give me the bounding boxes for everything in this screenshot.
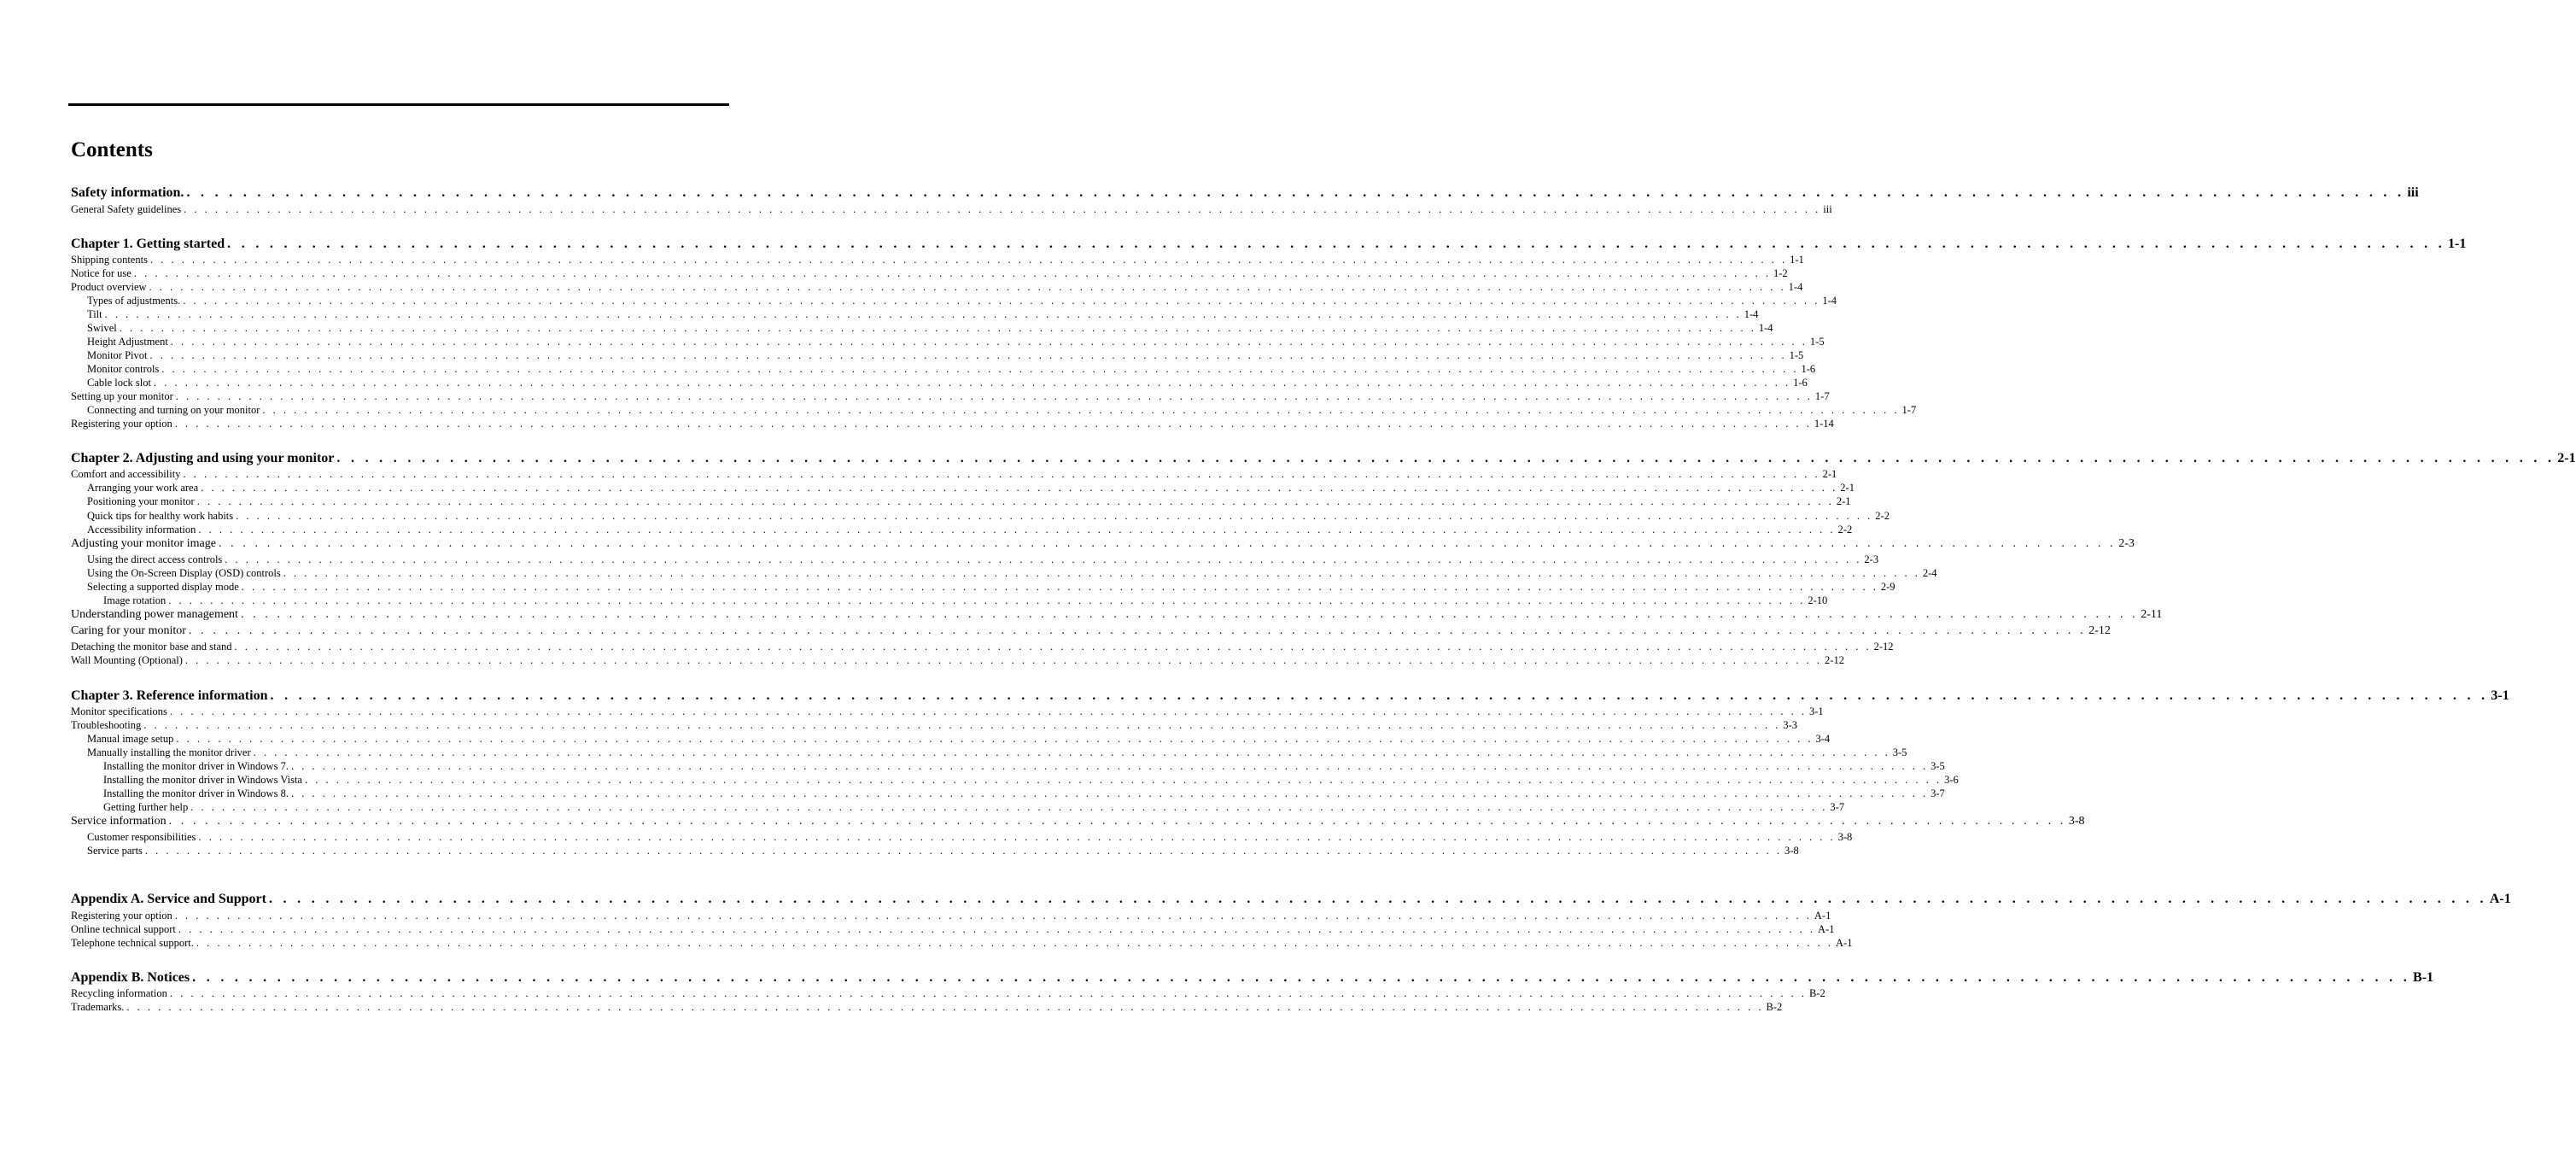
dot-leader: . . . . . . . . . . . . . . . . . . . . . . . . . . . . . . . . . . . . . . . . . . . . . . . . . . . . . . . . . . . . . . . . . . . . . . . . . . . . . . . . . . . . . . . . . . . . . . . . . . . . . . . . . . . . . . . . . . . . . . . . . . . . . . . . . . . . . . . . . . . . . . . . . . . . . . . . . . . . . [161,363,1799,375]
toc-entry-label: Setting up your monitor [71,390,173,402]
toc-entry-wall-mounting[interactable] [71,653,1844,667]
toc-entry-trademarks[interactable] [71,1000,1783,1014]
toc-entry-page: 3-8 [1837,831,1853,843]
toc-entry-label: Troubleshooting [71,719,142,731]
dot-leader: . . . . . . . . . . . . . . . . . . . . . . . . . . . . . . . . . . . . . . . . . . . . . . . . . . . . . . . . . . . . . . . . . . . . . . . . . . . . . . . . . . . . . . . . . . . . . . . . . . . . . . . . . . . . . . . . . . . . . . . . . . . . . . . . . . . . . . . . . . . . . . . . . . . . . . . . . . . . . [283,567,1920,579]
toc-entry-connecting-and-turning-on[interactable] [87,403,1917,417]
dot-leader: . . . . . . . . . . . . . . . . . . . . . . . . . . . . . . . . . . . . . . . . . . . . . . . . . . . . . . . . . . . . . . . . . . . . . . . . . . . . . . . . . . . . . . . . . . . . . . . . . . . . . . . . . . . . . . . . . . . . . . . . . . . . . . . . . . . . . . . . . . . . . . . . . . . . . . . . . . . . . [174,418,1812,430]
toc-entry-label: Monitor specifications [71,705,167,717]
toc-entry-page: 2-9 [1880,581,1895,593]
toc-entry-page: A-1 [1814,910,1831,922]
dot-leader: . . . . . . . . . . . . . . . . . . . . . . . . . . . . . . . . . . . . . . . . . . . . . . . . . . . . . . . . . . . . . . . . . . . . . . . . . . . . . . . . . . . . . . . . . . . . . . . . . . . . . . . . . . . . . . . . . . . . . . . . . . . . . . . . . . . . . . . . . . . . . . . . . . . . . . . . . . . . . [144,845,1783,857]
dot-leader: . . . . . . . . . . . . . . . . . . . . . . . . . . . . . . . . . . . . . . . . . . . . . . . . . . . . . . . . . . . . . . . . . . . . . . . . . . . . . . . . . . . . . . . . . . . . . . . . . . . . . . . . . . . . . . . . . . . . . . . . . . . . . . . . . . . . . . . . . . . . . . . . . . . . . . . . . . . . . [184,203,1821,215]
dot-leader: . . . . . . . . . . . . . . . . . . . . . . . . . . . . . . . . . . . . . . . . . . . . . . . . . . . . . . . . . . . . . . . . . . . . . . . . . . . . . . . . . . . . . . . . . . . . . . . . . . . . . . . . . . . . . . . . . . . . . . . . . . . . . . . . . . . . . . . . . . . . . . . . . . . . . . . . . . . . . [201,482,1838,494]
toc-entry-label: Product overview [71,281,147,293]
toc-entry-notice-for-use[interactable] [71,266,1788,280]
toc-entry-label: Getting further help [103,801,189,813]
toc-entry-customer-responsibilities[interactable] [87,830,1853,844]
dot-leader: . . . . . . . . . . . . . . . . . . . . . . . . . . . . . . . . . . . . . . . . . . . . . . . . . . . . . . . . . . . . . . . . . . . . . . . . . . . . . . . . . . . . . . . . . . . . . . . . . . . . . . . . . . . . . . . . . . . . . . . . . . . . . . . . . . . . . . . . . . . . . . . . . . . . . . . . . . . . . [169,987,1807,999]
toc-entry-label: Monitor Pivot [87,349,148,361]
dot-leader: . . . . . . . . . . . . . . . . . . . . . . . . . . . . . . . . . . . . . . . . . . . . . . . . . . . . . . . . . . . . . . . . . . . . . . . . . . . . . . . . . . . . . . . . . . . . . . . . . . . . . . . . . . . . . . . . . . . . . . . . . . . . . . . . . . . . . . . . . . . . . . . . . . . . . . . . . . . . . [104,308,1742,320]
toc-entry-label: Image rotation [103,594,166,606]
dot-leader: . . . . . . . . . . . . . . . . . . . . . . . . . . . . . . . . . . . . . . . . . . . . . . . . . . . . . . . . . . . . . . . . . . . . . . . . . . . . . . . . . . . . . . . . . . . . . . . . . . . . . . . . . . . . . . . . . . . . . . . . . . . . . . . . . . . . . . . . . . . . . . . . . . . . . . . . . . . . . [241,581,1878,593]
toc-entry-label: Appendix A. Service and Support [71,892,266,906]
dot-leader: . . . . . . . . . . . . . . . . . . . . . . . . . . . . . . . . . . . . . . . . . . . . . . . . . . . . . . . . . . . . . . . . . . . . . . . . . . . . . . . . . . . . . . . . . . . . . . . . . . . . . . . . . . . . . . . . . . . . . . . . . . . . . . . . . . . . . . . . . . . . . . . . . . . . . . . . . . . . . [174,910,1812,922]
toc-entry-types-of-adjustments[interactable] [87,294,1837,307]
dot-leader: . . . . . . . . . . . . . . . . . . . . . . . . . . . . . . . . . . . . . . . . . . . . . . . . . . . . . . . . . . . . . . . . . . . . . . . . . . . . . . . . . . . . . . . . . . . . . . . . . . . . . . . . . . . . . . . . . . . . . . . . . . . . . . . . . . . . . . . . . . . . . . . . . . . . . . . . . . . . . [119,322,1756,334]
dot-leader: . . . . . . . . . . . . . . . . . . . . . . . . . . . . . . . . . . . . . . . . . . . . . . . . . . . . . . . . . . . . . . . . . . . . . . . . . . . . . . . . . . . . . . . . . . . . . . . . . . . . . . . . . . . . . . . . . . . . . . . . . . . . . . . . . . . . . . . . . . . . . . . . . . . . . . . . . . . . . [178,923,1816,935]
toc-entry-tilt[interactable] [87,307,1759,321]
toc-entry-caring-for-your-monitor[interactable] [71,623,2111,639]
toc-entry-label: Understanding power management [71,608,238,621]
toc-entry-monitor-pivot[interactable] [87,348,1804,362]
toc-entry-service-parts[interactable] [87,844,1799,857]
toc-entry-page: 2-1 [1836,495,1851,507]
dot-leader: . . . . . . . . . . . . . . . . . . . . . . . . . . . . . . . . . . . . . . . . . . . . . . . . . . . . . . . . . . . . . . . . . . . . . . . . . . . . . . . . . . . . . . . . . . . . . . . . . . . . . . . . . . . . . . . . . . . . . . . . . . . . . . . . . . . . . . . . . . . . . . . . . . . . . . . . . . . . . [126,1001,1764,1013]
toc-entry-page: A-1 [2489,892,2511,906]
toc-entry-page: 1-2 [1773,267,1788,279]
dot-leader: . . . . . . . . . . . . . . . . . . . . . . . . . . . . . . . . . . . . . . . . . . . . . . . . . . . . . . . . . . . . . . . . . . . . . . . . . . . . . . . . . . . . . . . . . . . . . . . . . . . . . . . . . . . . . . . . . . . . . . . . . . . . . . . . . . . . . . . . . . . . . . . . . . . . . . . . . . . . . [240,608,2139,621]
toc-entry-service-information[interactable] [71,814,2085,829]
toc-entry-page: 2-1 [1822,468,1837,480]
toc-entry-registering-your-option[interactable] [71,417,1834,430]
toc-entry-label: Caring for your monitor [71,624,186,637]
toc-entry-height-adjustment[interactable] [87,335,1825,348]
dot-leader: . . . . . . . . . . . . . . . . . . . . . . . . . . . . . . . . . . . . . . . . . . . . . . . . . . . . . . . . . . . . . . . . . . . . . . . . . . . . . . . . . . . . . . . . . . . . . . . . . . . . . . . . . . . . . . . . . . . . . . . . . . . . . . . . . . . . . . . . . . . . . . . . . . . . . . . . . . . . . [225,553,1862,565]
toc-entry-page: 2-12 [2088,624,2111,637]
dot-leader: . . . . . . . . . . . . . . . . . . . . . . . . . . . . . . . . . . . . . . . . . . . . . . . . . . . . . . . . . . . . . . . . . . . . . . . . . . . . . . . . . . . . . . . . . . . . . . . . . . . . . . . . . . . . . . . . . . . . . . . . . . . . . . . . . . . . . . . . . . . . . . . . . . . . . . . . . . . . . [290,787,1929,799]
dot-leader: . . . . . . . . . . . . . . . . . . . . . . . . . . . . . . . . . . . . . . . . . . . . . . . . . . . . . . . . . . . . . . . . . . . . . . . . . . . . . . . . . . . . . . . . . . . . . . . . . . . . . . . . . . . . . . . . . . . . . . . . . . . . . . . . . . . . . . . . . . . . . . . . . . . . . . . . . . . . . [133,267,1771,279]
toc-entry-chapter-1[interactable] [71,236,2467,253]
dot-leader: . . . . . . . . . . . . . . . . . . . . . . . . . . . . . . . . . . . . . . . . . . . . . . . . . . . . . . . . . . . . . . . . . . . . . . . . . . . . . . . . . . . . . . . . . . . . . . . . . . . . . . . . . . . . . . . . . . . . . . . . . . . . . . . . . . . . . . . . . . . . . . . . . . . . . . . . . . . . . [184,654,1823,666]
toc-entry-page: 2-10 [1808,594,1828,606]
dot-leader: . . . . . . . . . . . . . . . . . . . . . . . . . . . . . . . . . . . . . . . . . . . . . . . . . . . . . . . . . . . . . . . . . . . . . . . . . . . . . . . . . . . . . . . . . . . . . . . . . . . . . . . . . . . . . . . . . . . . . . . . . . . . . . . . . . . . . . . . . . . . . . . . . . . . . . . . . . . . . [198,524,1836,536]
toc-entry-appendix-b[interactable] [71,969,2434,986]
toc-entry-label: Tilt [87,308,102,320]
toc-entry-label: Manual image setup [87,733,174,745]
dot-leader: . . . . . . . . . . . . . . . . . . . . . . . . . . . . . . . . . . . . . . . . . . . . . . . . . . . . . . . . . . . . . . . . . . . . . . . . . . . . . . . . . . . . . . . . . . . . . . . . . . . . . . . . . . . . . . . . . . . . . . . . . . . . . . . . . . . . . . . . . . . . . . . . . . . . . . . . . . . . . [170,336,1808,348]
toc-entry-power-management[interactable] [71,607,2163,623]
toc-entry-page: 3-7 [1931,787,1945,799]
toc-entry-page: 1-4 [1758,322,1773,334]
toc-entry-label: Installing the monitor driver in Windows 7. [103,760,289,772]
dot-leader: . . . . . . . . . . . . . . . . . . . . . . . . . . . . . . . . . . . . . . . . . . . . . . . . . . . . . . . . . . . . . . . . . . . . . . . . . . . . . . . . . . . . . . . . . . . . . . . . . . . . . . . . . . . . . . . . . . . . . . . . . . . . . . . . . . . . . . . . . . . . . . . . . . . . . . . . . . . . . [149,349,1787,361]
dot-leader: . . . . . . . . . . . . . . . . . . . . . . . . . . . . . . . . . . . . . . . . . . . . . . . . . . . . . . . . . . . . . . . . . . . . . . . . . . . . . . . . . . . . . . . . . . . . . . . . . . . . . . . . . . . . . . . . . . . . . . . . . . . . . . . . . . . . . . . . . . . . . . . . . . . . . . . . . . . . . [149,281,1786,293]
toc-entry-telephone-technical-support[interactable] [71,936,1853,950]
dot-leader: . . . . . . . . . . . . . . . . . . . . . . . . . . . . . . . . . . . . . . . . . . . . . . . . . . . . . . . . . . . . . . . . . . . . . . . . . . . . . . . . . . . . . . . . . . . . . . . . . . . . . . . . . . . . . . . . . . . . . . . . . . . . . . . . . . . . . . . . . . . . . . . . . . . . . . . . . . . . . [154,377,1791,389]
toc-entry-comfort-and-accessibility[interactable] [71,467,1837,481]
toc-entry-swivel[interactable] [87,321,1773,335]
toc-entry-page: 2-4 [1922,567,1937,579]
dot-leader: . . . . . . . . . . . . . . . . . . . . . . . . . . . . . . . . . . . . . . . . . . . . . . . . . . . . . . . . . . . . . . . . . . . . . . . . . . . . . . . . . . . . . . . . . . . . . . . . . . . . . . . . . . . . . . . . . . . . . . . . . . . . . . . . . . . . . . . . . . . . . . . . . . . . . . . . . . . . . [168,594,1806,606]
toc-entry-label: Wall Mounting (Optional) [71,654,183,666]
dot-leader: . . . . . . . . . . . . . . . . . . . . . . . . . . . . . . . . . . . . . . . . . . . . . . . . . . . . . . . . . . . . . . . . . . . . . . . . . . . . . . . . . . . . . . . . . . . . . . . . . . . . . . . . . . . . . . . . . . . . . . . . . . . . . . . . . . . . . . . . . . . . . . . . . . . . . . . . . . . . . [183,295,1820,307]
toc-entry-label: Registering your option [71,418,172,430]
toc-entry-page: 1-7 [1901,404,1917,416]
dot-leader: . . . . . . . . . . . . . . . . . . . . . . . . . . . . . . . . . . . . . . . . . . . . . . . . . . . . . . . . . . . . . . . . . . . . . . . . . . . . . . . . . . . . . . . . . . . . . . . . . . . . . . . . . . . . . . . . . . . . . . . . . . . . . . . . . . . . . . . . . . . . . . . . . . . . . . . . . . . . . [183,468,1820,480]
toc-entry-page: 1-4 [1744,308,1759,320]
toc-entry-page: 1-6 [1801,363,1816,375]
toc-entry-page: B-1 [2413,970,2434,985]
toc-entry-label: Installing the monitor driver in Windows Vista [103,774,302,786]
dot-leader: . . . . . . . . . . . . . . . . . . . . . . . . . . . . . . . . . . . . . . . . . . . . . . . . . . . . . . . . . . . . . . . . . . . . . . . . . . . . . . . . . . . . . . . . . . . . . . . . . . . . . . . . . . . . . . . . . . . . . . . . . . . . . . . . . . . . . . . . . . . . . . . . . . . . . . . . . . . . . [234,641,1872,653]
dot-leader: . . . . . . . . . . . . . . . . . . . . . . . . . . . . . . . . . . . . . . . . . . . . . . . . . . . . . . . . . . . . . . . . . . . . . . . . . . . . . . . . . . . . . . . . . . . . . . . . . . . . . . . . . . . . . . . . . . . . . . . . . . . . . . . . . . . . . . . . . . . . . . . . . . . . . . . . . . . . . [304,774,1942,786]
toc-entry-shipping-contents[interactable] [71,253,1804,266]
toc-entry-page: A-1 [1836,937,1853,949]
toc-entry-page: 2-3 [2118,537,2135,550]
toc-entry-label: Trademarks. [71,1001,125,1013]
toc-entry-label: Quick tips for healthy work habits [87,510,234,522]
toc-entry-page: 3-8 [2068,815,2085,828]
toc-entry-label: Accessibility information [87,524,196,536]
toc-entry-page: 3-8 [1785,845,1799,857]
toc-entry-chapter-2[interactable] [71,450,2576,467]
toc-entry-page: 1-5 [1809,336,1825,348]
dot-leader: . . . . . . . . . . . . . . . . . . . . . . . . . . . . . . . . . . . . . . . . . . . . . . . . . . . . . . . . . . . . . . . . . . . . . . . . . . . . . . . . . . . . . . . . . . . . . . . . . . . . . . . . . . . . . . . . . . . . . . . . . . . . . . . . . . . . . . . . . . . . . . . . . . . . . . . . . . . . . [168,815,2066,828]
toc-entry-page: 2-1 [2557,451,2576,465]
toc-entry-label: Swivel [87,322,117,334]
dot-leader: . . . . . . . . . . . . . . . . . . . . . . . . . . . . . . . . . . . . . . . . . . . . . . . . . . . . . . . . . . . . . . . . . . . . . . . . . . . . . . . . . . . . . . . . . . . . . . . . . . . . . . . . . . . . . . . . . . . . . . . . . . . . . . . . . . . . . . . . . . . . . . . . . . . . . . . . . . . . . [186,185,2405,200]
toc-entry-manually-installing-driver[interactable] [87,746,1907,759]
toc-entry-label: Recycling information [71,987,167,999]
toc-entry-adjusting-your-monitor-image[interactable] [71,536,2135,552]
toc-entry-appendix-a[interactable] [71,891,2511,908]
toc-entry-page: 3-5 [1931,760,1945,772]
toc-entry-label: Arranging your work area [87,482,199,494]
toc-entry-page: B-2 [1766,1001,1783,1013]
toc-entry-page: 3-3 [1783,719,1797,731]
toc-entry-osd-controls[interactable] [87,566,1937,580]
toc-entry-monitor-specifications[interactable] [71,705,1824,718]
toc-entry-page: 2-2 [1837,524,1853,536]
toc-entry-page: 2-3 [1864,553,1879,565]
dot-leader: . . . . . . . . . . . . . . . . . . . . . . . . . . . . . . . . . . . . . . . . . . . . . . . . . . . . . . . . . . . . . . . . . . . . . . . . . . . . . . . . . . . . . . . . . . . . . . . . . . . . . . . . . . . . . . . . . . . . . . . . . . . . . . . . . . . . . . . . . . . . . . . . . . . . . . . . . . . . . [196,495,1834,507]
toc-entry-monitor-controls[interactable] [87,362,1816,376]
toc-entry-setting-up-your-monitor[interactable] [71,389,1830,403]
toc-entry-label: General Safety guidelines [71,203,182,215]
toc-entry-page: 1-5 [1789,349,1804,361]
dot-leader: . . . . . . . . . . . . . . . . . . . . . . . . . . . . . . . . . . . . . . . . . . . . . . . . . . . . . . . . . . . . . . . . . . . . . . . . . . . . . . . . . . . . . . . . . . . . . . . . . . . . . . . . . . . . . . . . . . . . . . . . . . . . . . . . . . . . . . . . . . . . . . . . . . . . . . . . . . . . . [236,510,1873,522]
toc-entry-label: Types of adjustments. [87,295,181,307]
dot-leader: . . . . . . . . . . . . . . . . . . . . . . . . . . . . . . . . . . . . . . . . . . . . . . . . . . . . . . . . . . . . . . . . . . . . . . . . . . . . . . . . . . . . . . . . . . . . . . . . . . . . . . . . . . . . . . . . . . . . . . . . . . . . . . . . . . . . . . . . . . . . . . . . . . . . . . . . . . . . . [270,688,2489,703]
toc-entry-page: 3-1 [1808,705,1824,717]
toc-entry-label: Shipping contents [71,254,148,266]
dot-leader: . . . . . . . . . . . . . . . . . . . . . . . . . . . . . . . . . . . . . . . . . . . . . . . . . . . . . . . . . . . . . . . . . . . . . . . . . . . . . . . . . . . . . . . . . . . . . . . . . . . . . . . . . . . . . . . . . . . . . . . . . . . . . . . . . . . . . . . . . . . . . . . . . . . . . . . . . . . . . [262,404,1900,416]
dot-leader: . . . . . . . . . . . . . . . . . . . . . . . . . . . . . . . . . . . . . . . . . . . . . . . . . . . . . . . . . . . . . . . . . . . . . . . . . . . . . . . . . . . . . . . . . . . . . . . . . . . . . . . . . . . . . . . . . . . . . . . . . . . . . . . . . . . . . . . . . . . . . . . . . . . . . . . . . . . . . [336,451,2556,465]
toc-entry-safety-information[interactable] [71,184,2419,202]
toc-entry-label: Monitor controls [87,363,160,375]
dot-leader: . . . . . . . . . . . . . . . . . . . . . . . . . . . . . . . . . . . . . . . . . . . . . . . . . . . . . . . . . . . . . . . . . . . . . . . . . . . . . . . . . . . . . . . . . . . . . . . . . . . . . . . . . . . . . . . . . . . . . . . . . . . . . . . . . . . . . . . . . . . . . . . . . . . . . . . . . . . . . [227,237,2446,251]
toc-entry-label: Service information [71,815,166,828]
top-horizontal-rule [68,103,729,106]
toc-entry-product-overview[interactable] [71,280,1803,294]
toc-entry-arranging-your-work-area[interactable] [87,481,1855,495]
toc-entry-page: 1-14 [1814,418,1834,430]
toc-entry-label: Positioning your monitor [87,495,195,507]
toc-entry-label: Safety information. [71,185,184,200]
toc-entry-label: Installing the monitor driver in Windows 8. [103,787,289,799]
toc-entry-label: Height Adjustment [87,336,168,348]
toc-entry-page: 3-4 [1815,733,1831,745]
toc-entry-driver-windows-7[interactable] [103,759,1945,773]
toc-entry-detaching-base-and-stand[interactable] [71,640,1894,653]
toc-entry-label: Connecting and turning on your monitor [87,404,260,416]
toc-entry-label: Service parts [87,845,143,857]
dot-leader: . . . . . . . . . . . . . . . . . . . . . . . . . . . . . . . . . . . . . . . . . . . . . . . . . . . . . . . . . . . . . . . . . . . . . . . . . . . . . . . . . . . . . . . . . . . . . . . . . . . . . . . . . . . . . . . . . . . . . . . . . . . . . . . . . . . . . . . . . . . . . . . . . . . . . . . . . . . . . [143,719,1781,731]
toc-entry-driver-windows-8[interactable] [103,787,1945,800]
toc-entry-label: Telephone technical support. [71,937,194,949]
toc-entry-accessibility-information[interactable] [87,523,1853,536]
toc-entry-page: 1-1 [2448,237,2467,251]
toc-entry-getting-further-help[interactable] [103,800,1845,814]
toc-entry-label: Appendix B. Notices [71,970,190,985]
toc-entry-page: iii [1823,203,1832,215]
dot-leader: . . . . . . . . . . . . . . . . . . . . . . . . . . . . . . . . . . . . . . . . . . . . . . . . . . . . . . . . . . . . . . . . . . . . . . . . . . . . . . . . . . . . . . . . . . . . . . . . . . . . . . . . . . . . . . . . . . . . . . . . . . . . . . . . . . . . . . . . . . . . . . . . . . . . . . . . . . . . . [149,254,1788,266]
toc-entry-cable-lock-slot[interactable] [87,376,1808,389]
toc-entry-page: 2-12 [1873,641,1894,653]
toc-entry-page: 3-5 [1892,746,1907,758]
toc-entry-label: Online technical support [71,923,176,935]
toc-entry-driver-windows-vista[interactable] [103,773,1959,787]
toc-entry-label: Detaching the monitor base and stand [71,641,232,653]
toc-entry-label: Using the On-Screen Display (OSD) controls [87,567,281,579]
dot-leader: . . . . . . . . . . . . . . . . . . . . . . . . . . . . . . . . . . . . . . . . . . . . . . . . . . . . . . . . . . . . . . . . . . . . . . . . . . . . . . . . . . . . . . . . . . . . . . . . . . . . . . . . . . . . . . . . . . . . . . . . . . . . . . . . . . . . . . . . . . . . . . . . . . . . . . . . . . . . . [253,746,1890,758]
dot-leader: . . . . . . . . . . . . . . . . . . . . . . . . . . . . . . . . . . . . . . . . . . . . . . . . . . . . . . . . . . . . . . . . . . . . . . . . . . . . . . . . . . . . . . . . . . . . . . . . . . . . . . . . . . . . . . . . . . . . . . . . . . . . . . . . . . . . . . . . . . . . . . . . . . . . . . . . . . . . . [198,831,1836,843]
toc-entry-page: 1-4 [1822,295,1837,307]
toc-entry-direct-access-controls[interactable] [87,553,1879,566]
dot-leader: . . . . . . . . . . . . . . . . . . . . . . . . . . . . . . . . . . . . . . . . . . . . . . . . . . . . . . . . . . . . . . . . . . . . . . . . . . . . . . . . . . . . . . . . . . . . . . . . . . . . . . . . . . . . . . . . . . . . . . . . . . . . . . . . . . . . . . . . . . . . . . . . . . . . . . . . . . . . . [176,733,1814,745]
toc-entry-quick-tips[interactable] [87,509,1890,523]
dot-leader: . . . . . . . . . . . . . . . . . . . . . . . . . . . . . . . . . . . . . . . . . . . . . . . . . . . . . . . . . . . . . . . . . . . . . . . . . . . . . . . . . . . . . . . . . . . . . . . . . . . . . . . . . . . . . . . . . . . . . . . . . . . . . . . . . . . . . . . . . . . . . . . . . . . . . . . . . . . . . [175,390,1813,402]
toc-entry-supported-display-mode[interactable] [87,580,1895,594]
toc-entry-label: Chapter 1. Getting started [71,237,225,251]
toc-entry-troubleshooting[interactable] [71,718,1797,732]
toc-entry-label: Adjusting your monitor image [71,537,216,550]
toc-entry-manual-image-setup[interactable] [87,732,1831,746]
toc-entry-page: 2-1 [1840,482,1855,494]
toc-entry-chapter-3[interactable] [71,688,2509,705]
toc-entry-page: 2-12 [1825,654,1844,666]
dot-leader: . . . . . . . . . . . . . . . . . . . . . . . . . . . . . . . . . . . . . . . . . . . . . . . . . . . . . . . . . . . . . . . . . . . . . . . . . . . . . . . . . . . . . . . . . . . . . . . . . . . . . . . . . . . . . . . . . . . . . . . . . . . . . . . . . . . . . . . . . . . . . . . . . . . . . . . . . . . . . [218,537,2117,550]
page-title: Contents [71,138,153,161]
toc-entry-online-technical-support[interactable] [71,922,1835,936]
toc-entry-label: Comfort and accessibility [71,468,181,480]
toc-entry-page: 2-2 [1875,510,1890,522]
toc-entry-recycling-information[interactable] [71,986,1825,1000]
toc-entry-label: Chapter 3. Reference information [71,688,268,703]
toc-entry-label: Selecting a supported display mode [87,581,239,593]
dot-leader: . . . . . . . . . . . . . . . . . . . . . . . . . . . . . . . . . . . . . . . . . . . . . . . . . . . . . . . . . . . . . . . . . . . . . . . . . . . . . . . . . . . . . . . . . . . . . . . . . . . . . . . . . . . . . . . . . . . . . . . . . . . . . . . . . . . . . . . . . . . . . . . . . . . . . . . . . . . . . [188,624,2087,637]
toc-entry-positioning-your-monitor[interactable] [87,495,1851,508]
toc-entry-general-safety-guidelines[interactable] [71,202,1832,216]
toc-entry-page: 3-6 [1944,774,1959,786]
toc-entry-page: 3-7 [1830,801,1845,813]
dot-leader: . . . . . . . . . . . . . . . . . . . . . . . . . . . . . . . . . . . . . . . . . . . . . . . . . . . . . . . . . . . . . . . . . . . . . . . . . . . . . . . . . . . . . . . . . . . . . . . . . . . . . . . . . . . . . . . . . . . . . . . . . . . . . . . . . . . . . . . . . . . . . . . . . . . . . . . . . . . . . [196,937,1833,949]
toc-entry-page: 2-11 [2141,608,2163,621]
toc-entry-image-rotation[interactable] [103,594,1828,607]
toc-entry-page: 1-1 [1790,254,1804,266]
dot-leader: . . . . . . . . . . . . . . . . . . . . . . . . . . . . . . . . . . . . . . . . . . . . . . . . . . . . . . . . . . . . . . . . . . . . . . . . . . . . . . . . . . . . . . . . . . . . . . . . . . . . . . . . . . . . . . . . . . . . . . . . . . . . . . . . . . . . . . . . . . . . . . . . . . . . . . . . . . . . . [290,760,1929,772]
dot-leader: . . . . . . . . . . . . . . . . . . . . . . . . . . . . . . . . . . . . . . . . . . . . . . . . . . . . . . . . . . . . . . . . . . . . . . . . . . . . . . . . . . . . . . . . . . . . . . . . . . . . . . . . . . . . . . . . . . . . . . . . . . . . . . . . . . . . . . . . . . . . . . . . . . . . . . . . . . . . . [268,892,2487,906]
toc-entry-page: A-1 [1818,923,1835,935]
toc-entry-label: Registering your option [71,910,172,922]
toc-entry-page: 1-6 [1793,377,1808,389]
toc-entry-registering-your-option-a[interactable] [71,909,1831,922]
toc-entry-label: Cable lock slot [87,377,151,389]
dot-leader: . . . . . . . . . . . . . . . . . . . . . . . . . . . . . . . . . . . . . . . . . . . . . . . . . . . . . . . . . . . . . . . . . . . . . . . . . . . . . . . . . . . . . . . . . . . . . . . . . . . . . . . . . . . . . . . . . . . . . . . . . . . . . . . . . . . . . . . . . . . . . . . . . . . . . . . . . . . . . [169,705,1807,717]
toc-entry-label: Chapter 2. Adjusting and using your monitor [71,451,335,465]
toc-entry-page: 1-7 [1814,390,1830,402]
dot-leader: . . . . . . . . . . . . . . . . . . . . . . . . . . . . . . . . . . . . . . . . . . . . . . . . . . . . . . . . . . . . . . . . . . . . . . . . . . . . . . . . . . . . . . . . . . . . . . . . . . . . . . . . . . . . . . . . . . . . . . . . . . . . . . . . . . . . . . . . . . . . . . . . . . . . . . . . . . . . . [190,801,1828,813]
toc-entry-label: Manually installing the monitor driver [87,746,251,758]
toc-entry-label: Customer responsibilities [87,831,196,843]
toc-entry-page: B-2 [1808,987,1825,999]
toc-entry-page: 1-4 [1788,281,1803,293]
toc-entry-label: Using the direct access controls [87,553,223,565]
dot-leader: . . . . . . . . . . . . . . . . . . . . . . . . . . . . . . . . . . . . . . . . . . . . . . . . . . . . . . . . . . . . . . . . . . . . . . . . . . . . . . . . . . . . . . . . . . . . . . . . . . . . . . . . . . . . . . . . . . . . . . . . . . . . . . . . . . . . . . . . . . . . . . . . . . . . . . . . . . . . . [192,970,2411,985]
toc-entry-page: iii [2407,185,2419,200]
toc-entry-label: Notice for use [71,267,131,279]
toc-entry-page: 3-1 [2491,688,2509,703]
